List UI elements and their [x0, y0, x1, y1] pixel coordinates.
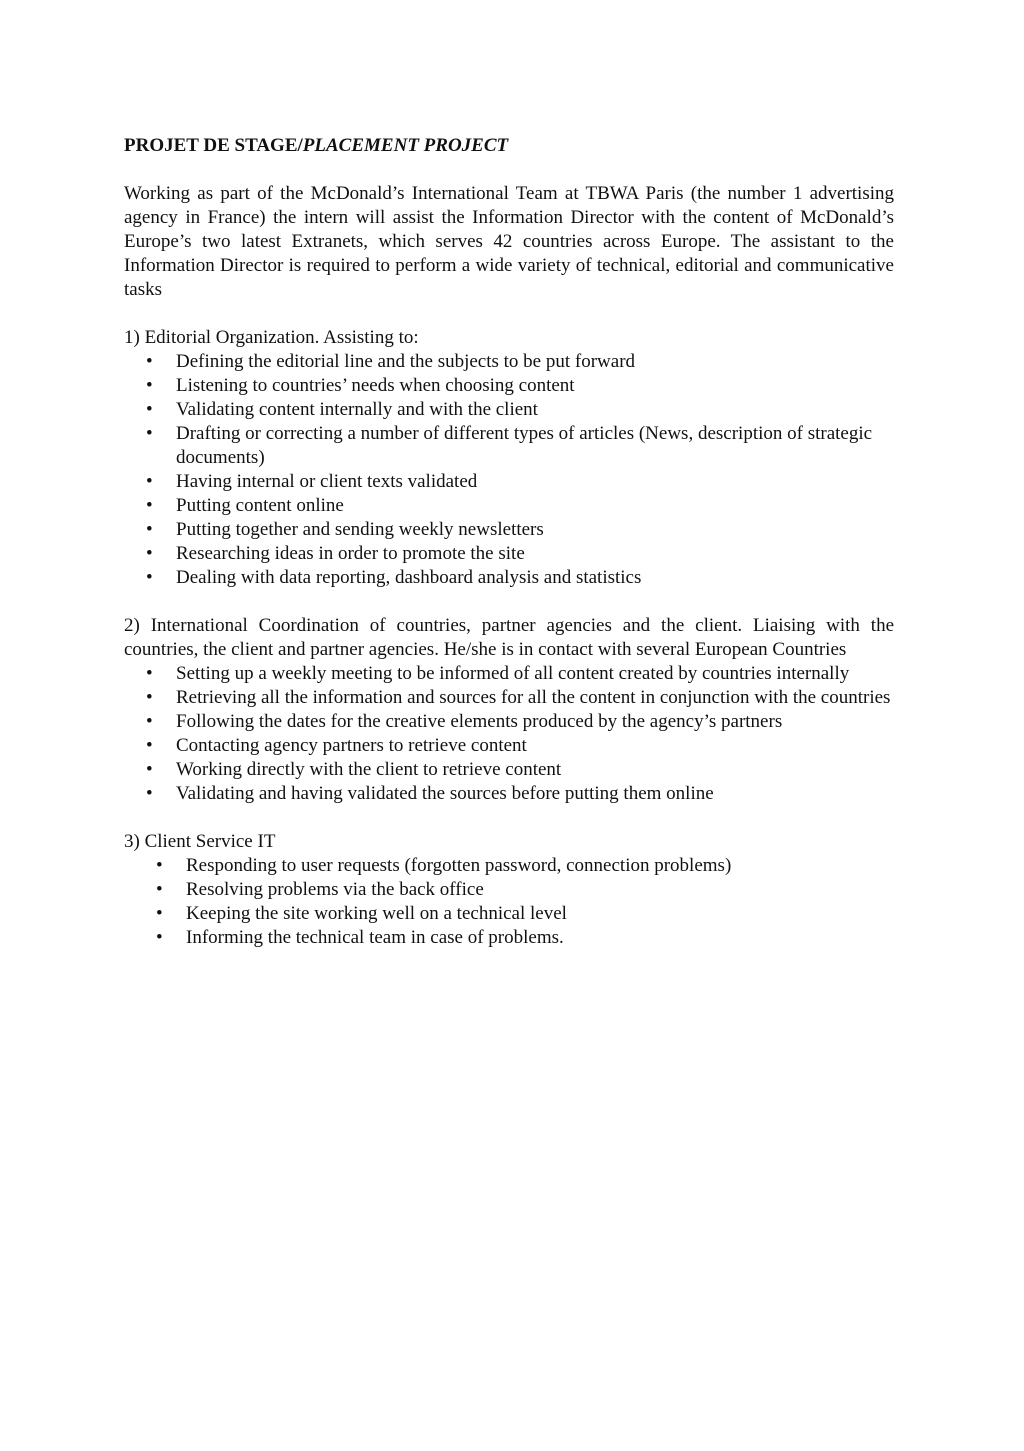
list-item: • Validating and having validated the sources before putting them online	[124, 782, 894, 806]
list-item: • Putting content online	[124, 494, 894, 518]
list-item: • Putting together and sending weekly newsletters	[124, 518, 894, 542]
list-item: • Retrieving all the information and sources for all the content in conjunction with the countries	[124, 686, 894, 710]
section-heading: 2) International Coordination of countries, partner agencies and the client. Liaising with the countries, the client and partner agencies. He/she is in contact with several European Countries	[124, 615, 894, 660]
document-page	[124, 134, 894, 974]
section-international-coordination	[124, 614, 894, 806]
section-heading: 1) Editorial Organization. Assisting to:	[124, 327, 419, 348]
list-item: • Drafting or correcting a number of different types of articles (News, description of strategic documents)	[124, 422, 894, 470]
list-item: • Researching ideas in order to promote the site	[124, 542, 894, 566]
list-item: • Contacting agency partners to retrieve content	[124, 734, 894, 758]
title-bold: PROJET DE STAGE/	[124, 135, 303, 156]
list-item: • Following the dates for the creative elements produced by the agency’s partners	[124, 710, 894, 734]
list-item: • Listening to countries’ needs when choosing content	[124, 374, 894, 398]
title-italic: PLACEMENT PROJECT	[302, 135, 509, 156]
bullet-list	[124, 854, 894, 950]
list-item: • Resolving problems via the back office	[124, 878, 894, 902]
section-editorial-organization	[124, 326, 894, 590]
bullet-list	[124, 350, 894, 590]
list-item: • Setting up a weekly meeting to be informed of all content created by countries internally	[124, 662, 894, 686]
list-item: • Validating content internally and with the client	[124, 398, 894, 422]
list-item: • Informing the technical team in case of problems.	[124, 926, 894, 950]
bullet-list	[124, 662, 894, 806]
intro-paragraph: Working as part of the McDonald’s International Team at TBWA Paris (the number 1 advertising agency in France) the intern will assist the Information Director with the content of McDonald’s Europe’s two latest Extranets, which serves 42 countries across Europe. The assistant to the Information Director is required to perform a wide variety of technical, editorial and communicative tasks	[124, 183, 894, 300]
section-heading: 3) Client Service IT	[124, 831, 276, 852]
list-item: • Defining the editorial line and the subjects to be put forward	[124, 350, 894, 374]
list-item: • Working directly with the client to retrieve content	[124, 758, 894, 782]
list-item: • Having internal or client texts validated	[124, 470, 894, 494]
document-title	[124, 134, 894, 158]
section-client-service-it	[124, 830, 894, 950]
list-item: • Keeping the site working well on a technical level	[124, 902, 894, 926]
list-item: • Responding to user requests (forgotten password, connection problems)	[124, 854, 894, 878]
list-item: • Dealing with data reporting, dashboard analysis and statistics	[124, 566, 894, 590]
